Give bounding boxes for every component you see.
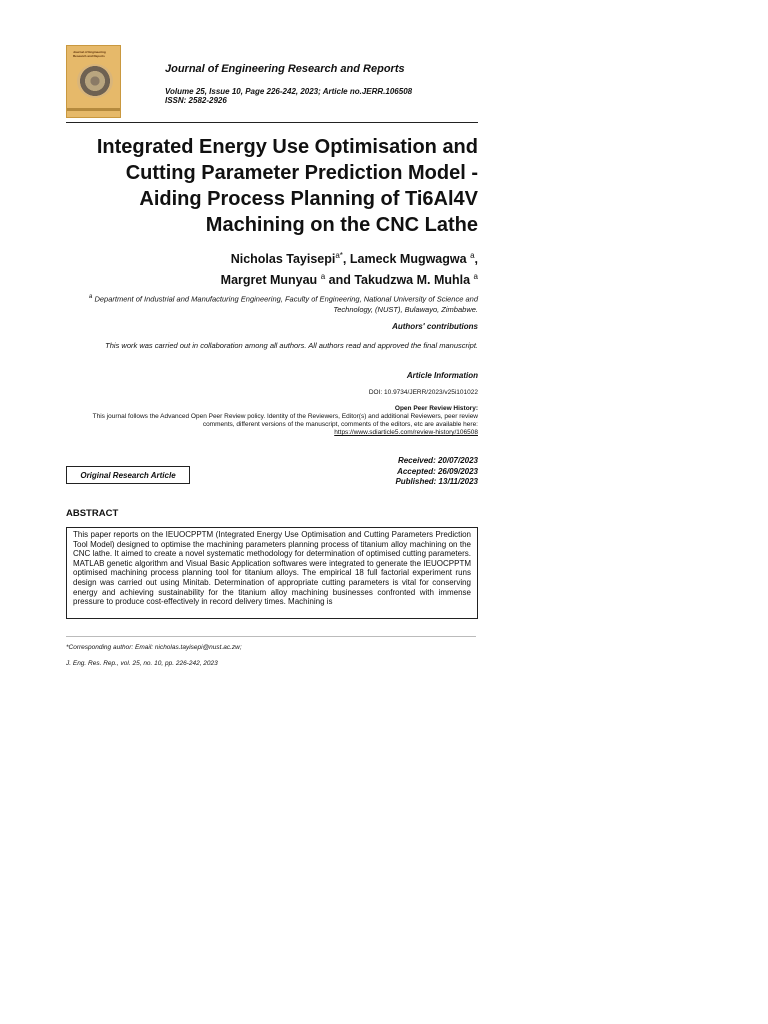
peer-review-heading: Open Peer Review History: (394, 405, 478, 412)
author-affiliation-mark: a (473, 272, 478, 282)
published-date: Published: 13/11/2023 (395, 477, 478, 486)
cover-title: Journal of Engineering Research and Reports (73, 50, 106, 58)
author-separator: , (342, 252, 350, 267)
peer-review-text: This journal follows the Advanced Open Peer Review policy. Identity of the Reviewers, Editor(s) and additional Reviewers, peer review comments, different versions of the manuscript, comments of the editors, etc are available here: (92, 413, 478, 428)
cover-strip (67, 108, 120, 111)
article-info-heading: Article Information (406, 371, 478, 380)
cover-artwork (77, 64, 113, 98)
journal-volume: Volume 25, Issue 10, Page 226-242, 2023; Article no.JERR.106508 (165, 87, 413, 96)
citation: J. Eng. Res. Rep., vol. 25, no. 10, pp. 226-242, 2023 (66, 660, 218, 667)
article-title: Integrated Energy Use Optimisation and Cutting Parameter Prediction Model - Aiding Process Planning of Ti6Al4V Machining on the CNC Lathe (96, 136, 478, 236)
author-affiliation-mark: a (470, 251, 475, 260)
author-name: Margret Munyau (220, 273, 318, 288)
accepted-date: Accepted: 26/09/2023 (397, 466, 478, 476)
article-type-badge: Original Research Article (66, 466, 190, 484)
author-affiliation-mark: a* (335, 251, 343, 260)
contributions-text: This work was carried out in collaboration among all authors. All authors read and approved the final manuscript. (105, 341, 478, 350)
header-rule (66, 122, 478, 123)
journal-issn: ISSN: 2582-2926 (165, 96, 227, 105)
affiliation (66, 292, 478, 315)
peer-review-link[interactable]: https://www.sdiarticle5.com/review-history/106508 (334, 429, 478, 436)
article-dates (300, 456, 478, 488)
corresponding-author: *Corresponding author: Email: nicholas.tayisepi@nust.ac.zw; (66, 644, 242, 651)
abstract-box (66, 527, 478, 619)
author-separator: , (474, 252, 478, 267)
author-separator: and (325, 273, 355, 288)
author-name: Lameck Mugwagwa (349, 252, 467, 267)
abstract-text: This paper reports on the IEUOCPPTM (Integrated Energy Use Optimisation and Cutting Parameters Prediction Tool Model) designed to optimise the machining parameters planning process of titanium alloy machining on the CNC lathe. It aimed to create a novel systematic methodology for determination of optimised cutting parameters. MATLAB genetic algorithm and Visual Basic Application softwares were integrated to generate the IEUOCPPTM optimised machining process planning tool for titanium alloys. The empirical 18 full factorial experiment runs design was carried out using Minitab. Determination of appropriate cutting parameters is vital for conserving energy and achieving sustainability for the titanium alloy machining businesses confronted with immense pressure to produce cost-effectively in record delivery times. Machining is (73, 530, 471, 607)
author-name: Nicholas Tayisepi (230, 252, 336, 267)
author-list (66, 247, 478, 289)
peer-review-note (66, 413, 478, 437)
affiliation-mark: a (88, 293, 93, 300)
journal-cover-image (66, 45, 121, 118)
contributions-heading: Authors' contributions (392, 322, 478, 331)
footnote-rule (66, 636, 476, 637)
doi: DOI: 10.9734/JERR/2023/v25i101022 (368, 389, 478, 396)
author-affiliation-mark: a (320, 272, 326, 282)
journal-name: Journal of Engineering Research and Reports (165, 63, 405, 75)
received-date: Received: 20/07/2023 (397, 456, 478, 465)
author-name: Takudzwa M. Muhla (354, 273, 471, 288)
affiliation-text: Department of Industrial and Manufacturing Engineering, Faculty of Engineering, National University of Science and Technology, (NUST), Bulawayo, Zimbabwe. (94, 294, 478, 314)
abstract-heading: ABSTRACT (66, 508, 119, 519)
